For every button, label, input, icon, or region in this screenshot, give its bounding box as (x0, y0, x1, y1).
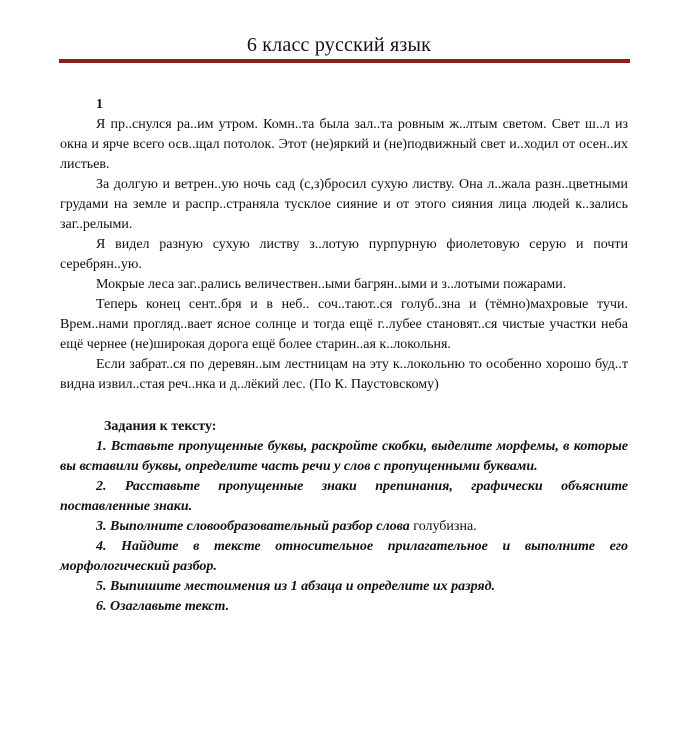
task-text: 3. Выполните словообразовательный разбор слова (96, 519, 410, 534)
section-number: 1 (96, 97, 103, 112)
task-item (60, 437, 628, 477)
task-text: 6. Озаглавьте текст. (96, 599, 230, 614)
task-item (60, 517, 628, 537)
document-body (60, 95, 628, 617)
task-target-word: голубизна. (409, 519, 477, 534)
paragraph-2: За долгую и ветрен..ую ночь сад (с,з)бросил сухую листву. Она л..жала разн..цветными грудами на земле и распр..страняла тусклое сияние и от этого сияния лица людей к..зались заг..релыми. (60, 177, 628, 232)
task-item (60, 577, 628, 597)
tasks-section (60, 416, 628, 617)
paragraph-5: Теперь конец сент..бря и в неб.. соч..тают..ся голуб..зна и (тёмно)махровые тучи. Врем..нами прогляд..вает ясное солнце и тогда ещё г..лубее становят..ся чистые участки неба ещё чернее (не)широкая дорога ещё более старин..ая к..локольня. (60, 297, 628, 352)
task-text: 4. Найдите в тексте относительное прилагательное и выполните его морфологический разбор. (60, 539, 628, 574)
task-text: 2. Расставьте пропущенные знаки препинания, графически объясните поставленные знаки. (60, 479, 628, 514)
task-text: 5. Выпишите местоимения из 1 абзаца и определите их разряд. (96, 579, 496, 594)
task-item (60, 537, 628, 577)
paragraph-1: Я пр..снулся ра..им утром. Комн..та была зал..та ровным ж..лтым светом. Свет ш..л из окна и ярче всего осв..щал потолок. Этот (не)яркий и (не)подвижный свет и..ходил от осен..их листьев. (60, 117, 628, 172)
header-divider (59, 59, 630, 63)
paragraph-6: Если забрат..ся по деревян..ым лестницам на эту к..локольню то особенно хорошо буд..т видна извил..стая реч..нка и д..лёкий лес. (По К. Паустовскому) (60, 357, 628, 392)
task-item (60, 597, 628, 617)
paragraph-3: Я видел разную сухую листву з..лотую пурпурную фиолетовую серую и почти серебрян..ую. (60, 237, 628, 272)
page-title: 6 класс русский язык (246, 34, 432, 56)
tasks-heading: Задания к тексту: (104, 419, 217, 434)
task-item (60, 477, 628, 517)
paragraph-4: Мокрые леса заг..рались величествен..ыми багрян..ыми и з..лотыми пожарами. (96, 277, 567, 292)
task-text: 1. Вставьте пропущенные буквы, раскройте скобки, выделите морфемы, в которые вы вставили буквы, определите часть речи у слов с пропущенными буквами. (60, 439, 628, 474)
